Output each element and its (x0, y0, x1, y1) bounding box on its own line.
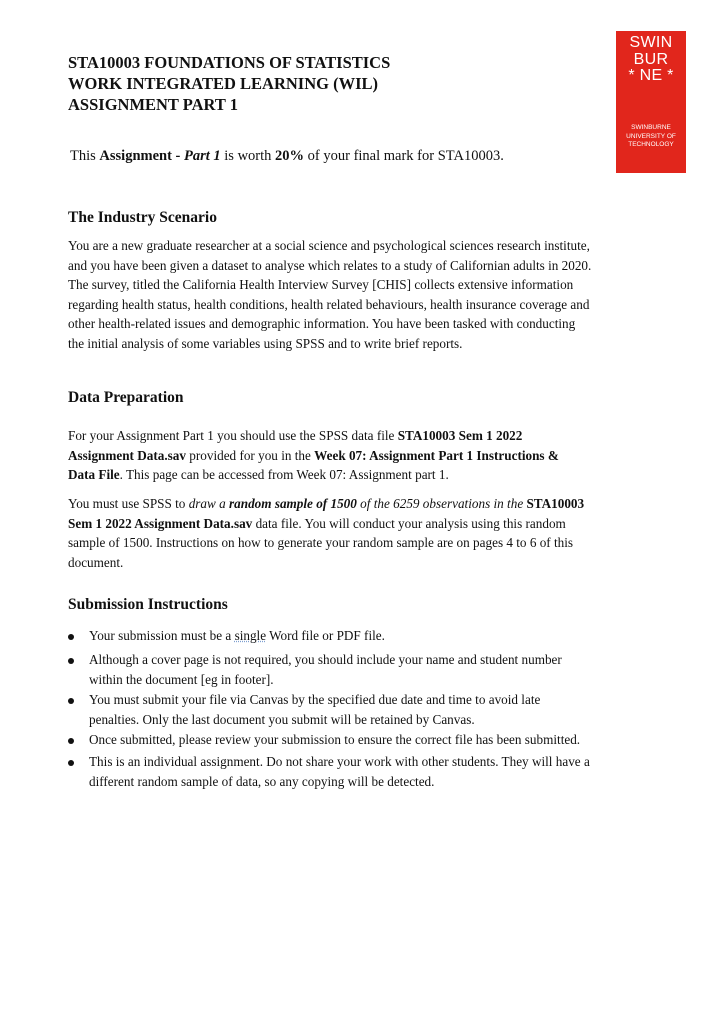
text-run: Word file or PDF file. (266, 628, 385, 643)
paragraph-line: and you have been given a dataset to analyse which relates to a study of Californian adults in 2020. (68, 257, 592, 273)
paragraph-line: regarding health status, health conditions, health related behaviours, health insurance coverage and (68, 296, 590, 312)
sample-size-emphasis: random sample of 1500 (229, 496, 357, 511)
text-run: provided for you in the (185, 447, 315, 463)
paragraph-line (68, 465, 650, 485)
italic-run: draw a (188, 496, 230, 511)
submission-list (68, 626, 668, 792)
list-item-line: This is an individual assignment. Do not share your work with other students. They will have a (89, 754, 590, 769)
text-run: data file. You will conduct your analysis using this random (252, 515, 566, 531)
logo-line: * NE * (628, 67, 674, 84)
paragraph-line: The survey, titled the California Health Interview Survey [CHIS] collects extensive information (68, 277, 574, 292)
paragraph-line: the initial analysis of some variables using SPSS and to write brief reports. (68, 335, 463, 351)
intro-part: of your final mark for STA10003. (304, 148, 504, 164)
list-item (68, 730, 668, 750)
logo-wordmark (616, 35, 686, 85)
data-file-name: STA10003 (526, 496, 585, 511)
canvas-page-name: Week 07: Assignment Part 1 Instructions & (314, 447, 559, 463)
logo-line: BUR (633, 50, 669, 68)
list-item (68, 752, 668, 792)
text-run: . This page can be accessed from Week 07: Assignment part 1. (119, 467, 449, 482)
canvas-page-name: Data File (68, 467, 120, 482)
prep-paragraph-1 (68, 426, 650, 485)
bullet-icon (68, 698, 74, 704)
intro-part: is worth (220, 148, 276, 164)
list-item-line: penalties. Only the last document you submit will be retained by Canvas. (89, 712, 475, 727)
list-item (68, 650, 668, 690)
data-file-name: STA10003 Sem 1 2022 (397, 428, 523, 443)
title-line: WORK INTEGRATED LEARNING (WIL) (68, 74, 379, 93)
title-line: STA10003 FOUNDATIONS OF STATISTICS (68, 53, 391, 72)
logo-sub-line: UNIVERSITY OF (626, 132, 676, 140)
logo-subtitle (616, 124, 686, 150)
prep-heading: Data Preparation (68, 389, 184, 406)
intro-bold: 20% (275, 148, 305, 164)
intro-bold: Assignment - (99, 148, 184, 164)
bullet-icon (68, 634, 74, 640)
industry-paragraph (68, 236, 650, 353)
logo-sub-line: TECHNOLOGY (628, 141, 674, 148)
paragraph-line: You are a new graduate researcher at a social science and psychological sciences research institute, (68, 238, 590, 253)
text-run: Your submission must be a (89, 628, 235, 643)
paragraph-line: other health-related issues and demographic information. You have been tasked with conducting (68, 316, 576, 331)
italic-run: of the 6259 observations in the (356, 496, 527, 511)
industry-heading: The Industry Scenario (68, 209, 217, 226)
bullet-icon (68, 738, 74, 744)
list-item-line: You must submit your file via Canvas by the specified due date and time to avoid late (89, 692, 541, 707)
single-word: single (234, 628, 267, 643)
submission-heading: Submission Instructions (68, 596, 228, 613)
bullet-icon (68, 760, 74, 766)
data-file-name: Sem 1 2022 Assignment Data.sav (68, 515, 253, 531)
list-item-line: within the document [eg in footer]. (89, 672, 274, 687)
list-item (68, 690, 668, 730)
paragraph-line (68, 446, 650, 466)
paragraph-line: document. (68, 554, 124, 570)
swinburne-logo (616, 31, 686, 173)
prep-paragraph-2 (68, 494, 650, 572)
text-run: For your Assignment Part 1 you should use the SPSS data file (68, 428, 398, 443)
title-line: ASSIGNMENT PART 1 (68, 95, 238, 114)
intro-bold-italic: Part 1 (184, 148, 221, 164)
paragraph-line (68, 514, 650, 534)
document-title (68, 52, 588, 115)
logo-line: SWIN (629, 34, 673, 51)
text-run: You must use SPSS to (68, 496, 189, 511)
paragraph-line: sample of 1500. Instructions on how to generate your random sample are on pages 4 to 6 of this (68, 535, 574, 550)
bullet-icon (68, 658, 74, 664)
logo-sub-line: SWINBURNE (631, 124, 671, 131)
list-item-line: different random sample of data, so any copying will be detected. (89, 774, 435, 789)
list-item (68, 626, 668, 646)
data-file-name: Assignment Data.sav (68, 447, 186, 463)
list-item-line: Although a cover page is not required, you should include your name and student number (89, 652, 562, 667)
paragraph-line (68, 426, 650, 446)
intro-text (70, 148, 504, 165)
paragraph-line (68, 494, 650, 514)
intro-part: This (70, 148, 100, 164)
list-item-line: Once submitted, please review your submission to ensure the correct file has been submitted. (89, 732, 581, 747)
